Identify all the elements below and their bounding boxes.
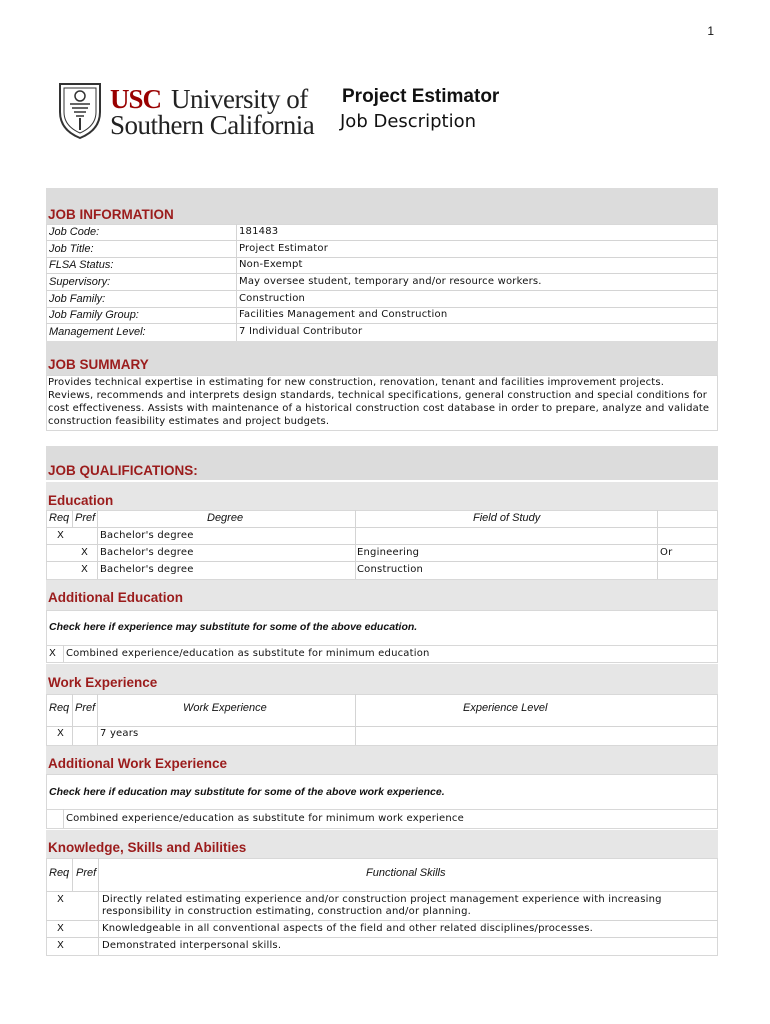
- work-experience-heading: Work Experience: [48, 675, 158, 690]
- management-level-label: Management Level:: [49, 326, 146, 338]
- education-row2-field: Engineering: [357, 547, 420, 558]
- ksa-col-skills: Functional Skills: [366, 867, 446, 879]
- education-col-field: Field of Study: [473, 512, 541, 524]
- job-code-value: 181483: [239, 226, 279, 237]
- work-experience-col-work: Work Experience: [183, 702, 267, 714]
- education-row1-degree: Bachelor's degree: [100, 530, 194, 541]
- ksa-heading: Knowledge, Skills and Abilities: [48, 840, 247, 855]
- additional-education-mark: X: [49, 648, 57, 659]
- job-family-value: Construction: [239, 293, 306, 304]
- job-information-heading: JOB INFORMATION: [48, 207, 174, 222]
- document-subtitle: Job Description: [340, 111, 476, 132]
- education-row3-degree: Bachelor's degree: [100, 564, 194, 575]
- education-bar: [46, 482, 718, 510]
- work-experience-col-pref: Pref: [75, 702, 96, 714]
- additional-work-check-text: Check here if education may substitute for some of the above work experience.: [49, 786, 445, 798]
- additional-education-item: Combined experience/education as substitute for minimum education: [66, 648, 430, 659]
- supervisory-value: May oversee student, temporary and/or resource workers.: [239, 276, 542, 287]
- flsa-status-value: Non-Exempt: [239, 259, 303, 270]
- education-col-pref: Pref: [75, 512, 96, 524]
- education-col-req: Req: [49, 512, 70, 524]
- document-title: Project Estimator: [342, 86, 500, 107]
- additional-education-check-text: Check here if experience may substitute for some of the above education.: [49, 621, 418, 633]
- logo-line1: University of: [171, 84, 308, 114]
- job-summary-heading: JOB SUMMARY: [48, 357, 149, 372]
- ksa-row3-req: X: [57, 940, 65, 951]
- education-row2-pref: X: [81, 547, 89, 558]
- education-row2-degree: Bachelor's degree: [100, 547, 194, 558]
- job-family-group-label: Job Family Group:: [49, 309, 139, 321]
- work-experience-row1-req: X: [57, 728, 65, 739]
- ksa-row1-req: X: [57, 894, 65, 905]
- education-row3-pref: X: [81, 564, 89, 575]
- job-qualifications-heading: JOB QUALIFICATIONS:: [48, 463, 198, 478]
- logo-line2: Southern California: [110, 110, 315, 140]
- additional-education-heading: Additional Education: [48, 590, 183, 605]
- page-number: 1: [707, 24, 714, 38]
- work-experience-table: [46, 694, 718, 746]
- supervisory-label: Supervisory:: [49, 276, 111, 288]
- education-row1-req: X: [57, 530, 65, 541]
- ksa-row2-text: Knowledgeable in all conventional aspects of the field and other related disciplines/processes.: [102, 923, 594, 934]
- usc-seal-icon: [56, 82, 104, 140]
- education-row2-or: Or: [660, 547, 673, 558]
- job-family-group-value: Facilities Management and Construction: [239, 309, 448, 320]
- work-experience-row1-work: 7 years: [100, 728, 139, 739]
- ksa-row3-text: Demonstrated interpersonal skills.: [102, 940, 282, 951]
- additional-work-item: Combined experience/education as substitute for minimum work experience: [66, 813, 464, 824]
- education-row3-field: Construction: [357, 564, 424, 575]
- education-heading: Education: [48, 493, 114, 508]
- work-experience-col-req: Req: [49, 702, 70, 714]
- job-title-label: Job Title:: [49, 243, 94, 255]
- flsa-status-label: FLSA Status:: [49, 259, 114, 271]
- ksa-row1-text: Directly related estimating experience and/or construction project management experience with increasing responsibility in construction estimating, construction and/or planning.: [102, 894, 662, 917]
- ksa-row2-req: X: [57, 923, 65, 934]
- job-code-label: Job Code:: [49, 226, 100, 238]
- job-family-label: Job Family:: [49, 293, 106, 305]
- job-summary-text: Provides technical expertise in estimating for new construction, renovation, tenant and facilities improvement projects. Reviews, recommends and interprets design standards, technical specifications, general construction and special conditions for cost effectiveness. Assists with maintenance of a historical construction cost database in order to prepare, analyze and validate construction feasibility estimates and project budgets.: [48, 377, 710, 427]
- job-title-value: Project Estimator: [239, 243, 329, 254]
- ksa-col-pref: Pref: [76, 867, 97, 879]
- ksa-col-req: Req: [49, 867, 70, 879]
- work-experience-col-level: Experience Level: [463, 702, 548, 714]
- education-col-degree: Degree: [207, 512, 244, 524]
- logo-usc-text: USC: [110, 84, 162, 114]
- additional-work-experience-heading: Additional Work Experience: [48, 756, 228, 771]
- management-level-value: 7 Individual Contributor: [239, 326, 363, 337]
